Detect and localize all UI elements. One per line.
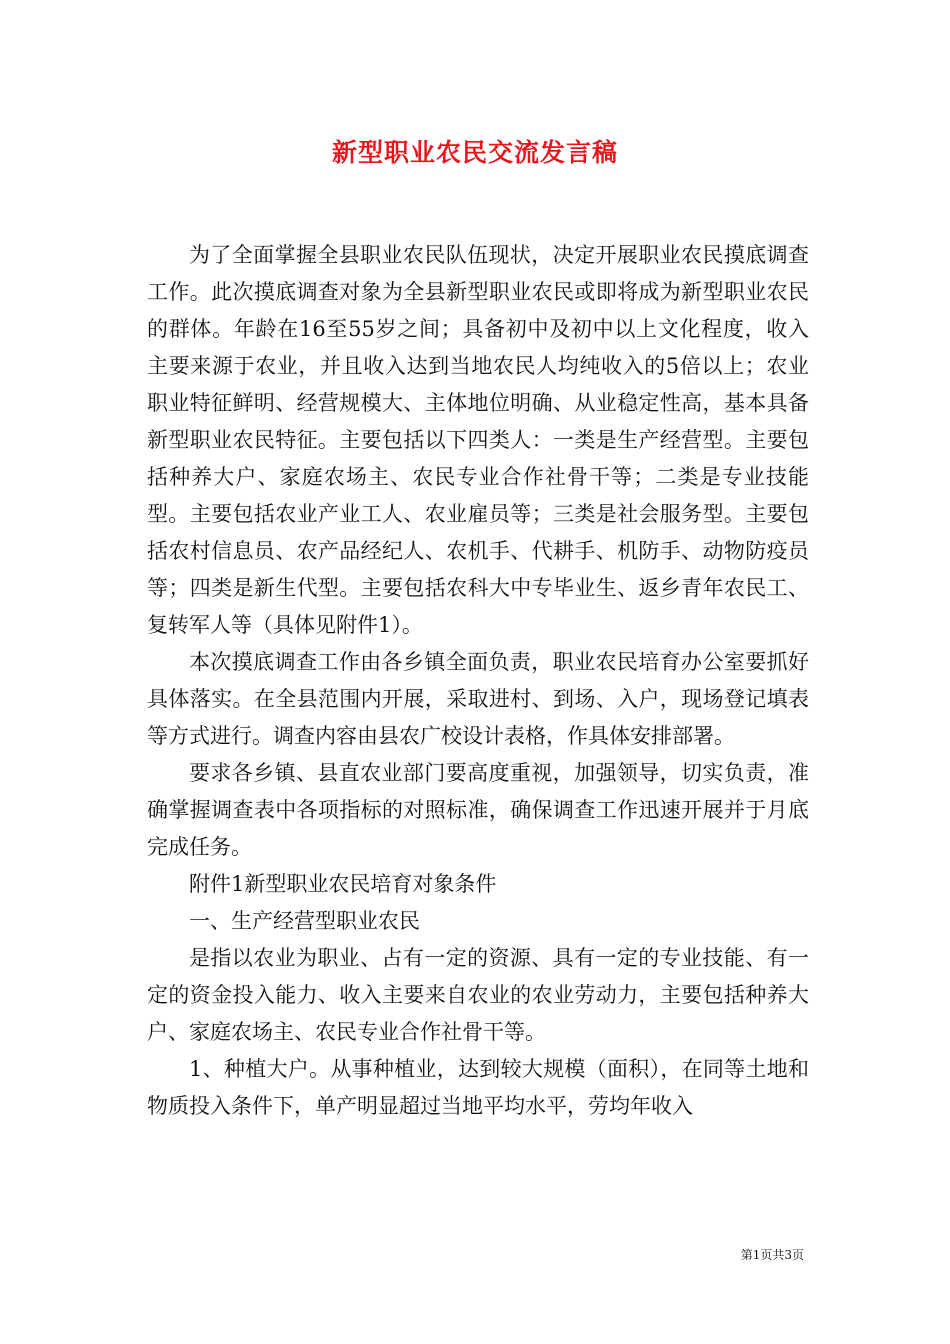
paragraph-planting-households: 1、种植大户。从事种植业，达到较大规模（面积），在同等土地和物质投入条件下，单产明显超过当地平均水平，劳均年收入 [147, 1057, 809, 1118]
paragraph-survey-organization: 本次摸底调查工作由各乡镇全面负责，职业农民培育办公室要抓好具体落实。在全县范围内开展，采取进村、到场、入户，现场登记填表等方式进行。调查内容由县农广校设计表格，作具体安排部署。 [147, 650, 809, 748]
page-number-footer: 第1页共3页 [740, 1248, 804, 1262]
paragraph-section-heading: 一、生产经营型职业农民 [189, 909, 420, 933]
paragraph-survey-intro: 为了全面掌握全县职业农民队伍现状，决定开展职业农民摸底调查工作。此次摸底调查对象为全县新型职业农民或即将成为新型职业农民的群体。年龄在16至55岁之间；具备初中及初中以上文化程度，收入主要来源于农业，并且收入达到当地农民人均纯收入的5倍以上；农业职业特征鲜明、经营规模大、主体地位明确、从业稳定性高，基本具备新型职业农民特征。主要包括以下四类人：一类是生产经营型。主要包括种养大户、家庭农场主、农民专业合作社骨干等；二类是专业技能型。主要包括农业产业工人、农业雇员等；三类是社会服务型。主要包括农村信息员、农产品经纪人、农机手、代耕手、机防手、动物防疫员等；四类是新生代型。主要包括农科大中专毕业生、返乡青年农民工、复转军人等（具体见附件1）。 [147, 243, 809, 637]
paragraph-definition: 是指以农业为职业、占有一定的资源、具有一定的专业技能、有一定的资金投入能力、收入主要来自农业的农业劳动力，主要包括种养大户、家庭农场主、农民专业合作社骨干等。 [147, 946, 809, 1044]
paragraph-attachment-heading: 附件1新型职业农民培育对象条件 [189, 872, 497, 896]
paragraph-requirements: 要求各乡镇、县直农业部门要高度重视，加强领导，切实负责，准确掌握调查表中各项指标的对照标准，确保调查工作迅速开展并于月底完成任务。 [147, 761, 809, 859]
document-body [147, 237, 809, 1125]
document-title: 新型职业农民交流发言稿 [331, 138, 618, 167]
